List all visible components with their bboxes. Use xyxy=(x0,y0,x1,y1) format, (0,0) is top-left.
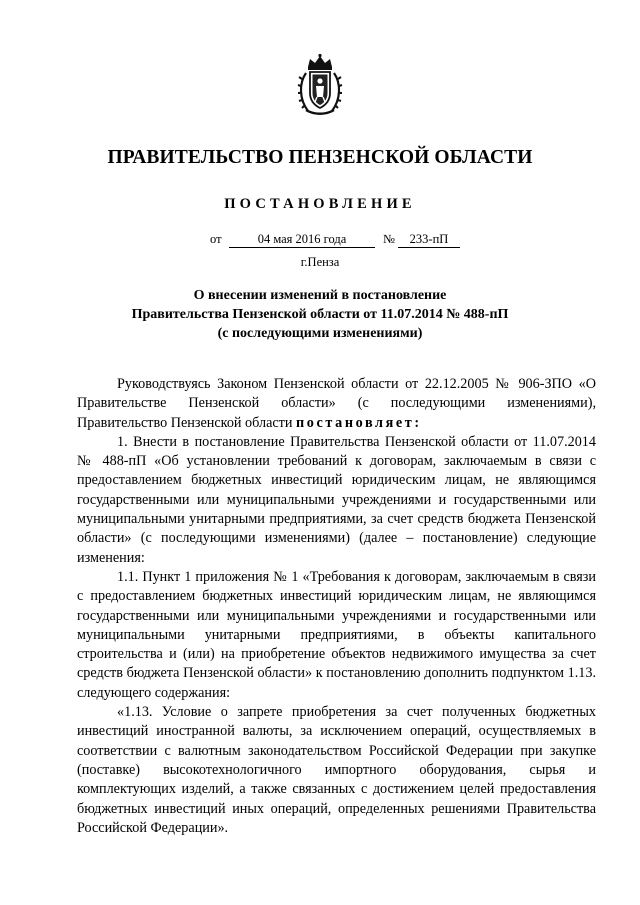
item-1-paragraph: 1. Внести в постановление Правительства Пензенской области от 11.07.2014 № 488-пП «Об установлении требований к договорам, заключаемым в связи с предоставлением бюджетных инвестиций юридическим лицам, не являющимся государственными или муниципальными учреждениями и государственными или муниципальными унитарными предприятиями, за счет средств бюджета Пензенской области» (с последующими изменениями) (далее – постановление) следующие изменения: xyxy=(77,433,596,566)
document-date: 04 мая 2016 года xyxy=(229,232,375,248)
preamble-paragraph xyxy=(77,375,596,433)
document-type: ПОСТАНОВЛЕНИЕ xyxy=(224,196,416,212)
document-subject xyxy=(0,286,640,343)
number-label: № xyxy=(383,232,395,246)
subject-line-3: (с последующими изменениями) xyxy=(217,326,423,341)
document-number: 233-пП xyxy=(398,232,460,248)
government-title: ПРАВИТЕЛЬСТВО ПЕНЗЕНСКОЙ ОБЛАСТИ xyxy=(107,147,533,168)
subject-line-1: О внесении изменений в постановление xyxy=(193,288,447,303)
document-city: г.Пенза xyxy=(300,255,340,269)
subject-line-2: Правительства Пензенской области от 11.07.2014 № 488-пП xyxy=(131,307,509,322)
coat-of-arms-icon xyxy=(296,53,344,117)
item-1-1-paragraph: 1.1. Пункт 1 приложения № 1 «Требования к договорам, заключаемым в связи с предоставлением бюджетных инвестиций юридическим лицам, не являющимся государственными или муниципальными учреждениями и государственными или муниципальными унитарными предприятиями, в объекты капитального строительства и (или) на приобретение объектов недвижимого имущества за счет средств бюджета Пензенской области» к постановлению дополнить подпунктом 1.13. следующего содержания: xyxy=(77,568,596,701)
date-label: от xyxy=(210,232,222,246)
preamble-text: Руководствуясь Законом Пензенской области от 22.12.2005 № 906-ЗПО «О Правительстве Пензенской области» (с последующими изменениями), Правительство Пензенской области xyxy=(77,376,596,431)
resolves-word: постановляет: xyxy=(296,414,422,431)
document-body xyxy=(77,375,596,838)
item-1-13-paragraph: «1.13. Условие о запрете приобретения за счет полученных бюджетных инвестиций иностранной валюты, за исключением операций, осуществляемых в соответствии с валютным законодательством Российской Федерации при закупке (поставке) высокотехнологичного импортного оборудования, сырья и комплектующих изделий, а также связанных с достижением целей предоставления бюджетных инвестиций иных операций, определенных решениями Правительства Российской Федерации». xyxy=(77,704,596,836)
